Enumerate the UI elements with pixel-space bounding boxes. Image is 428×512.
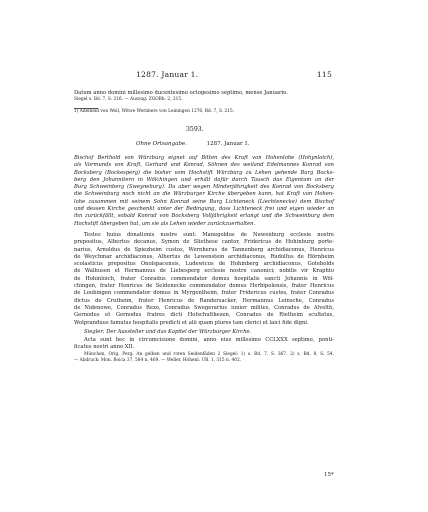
previous-document-end <box>74 90 334 103</box>
regest-line: Bocksberg (Bockesperg) die bisher vom Hochstift Würzburg zu Lehen gehende Burg Bocks- <box>74 169 334 176</box>
running-header <box>136 70 332 79</box>
place: Ohne Ortsangabe. <box>136 141 187 147</box>
regest-line: und dessen Kirche geschenkt unter der Bedingung, dass Lichteneck frei und eigen wieder an <box>74 206 334 213</box>
witness-line: Testes huius donationis nostre sunt: Manegoldus de Nuwenburg ecclesie nostre <box>84 232 334 238</box>
witness-line: de Nidenowe, Conradus Rezo, Conradus Swegerarius iunior milites, Conradus de Alvelth, <box>74 304 334 311</box>
dating-line: Acta sunt hec in circumcisione domini, anno eius millesimo CCLXXX septimo, ponti- <box>84 337 334 343</box>
witness-line: Gernodus et Gernodus fratres dicti Hofschulthezen, Conradus de Rietheim scultetus, <box>74 312 334 319</box>
witness-line: de Loubingen commendator domus in Myrgentheim, frater Fridericus custos, frater Conradus <box>74 290 334 297</box>
regest-line: berg den Johannitern in Wölchingen und erhält dafür durch Tausch das Eigentum an der <box>74 176 334 183</box>
regest-line: als Vormunds von Kraft, Gerhard und Konrad, Söhnen des weiland Edelmannes Konrad von <box>74 162 334 169</box>
witness-line: prepositus, Albertus decanus, Symon de Sliethese cantor, Fridericus de Hohinburg porte- <box>74 239 334 246</box>
place-date-line <box>136 141 250 147</box>
dating-line: Datum anno domini millesimo ducentesimo octogesimo septimo, mense Januario. <box>74 90 288 96</box>
regest-line: Hochstift übergeben hat, um sie als Lehen wieder zurückzuerhalten. <box>74 220 256 227</box>
seal-note: Siegel s. Bd. 7, S. 216. — Auszug: ZGORh. 2, 215. <box>74 97 183 103</box>
sealers-line: Siegler: Der Aussteller und das Kapitel der Würzburger Kirche. <box>84 329 252 335</box>
regest <box>74 155 334 228</box>
document-date: 1287. Januar 1. <box>206 141 250 147</box>
source-note: — Abdruck: Mon. Boica 37, 584 n. 469. — Weller, Hohenl. UB. 1, 315 n. 402. <box>74 358 242 364</box>
header-date: 1287. Januar 1. <box>136 70 199 79</box>
witness-line: de Hohinloich, frater Conradus commendator domus hospitalis sancti Johannis in Wöl- <box>74 275 334 282</box>
source-note: München, Orig. Perg. An gelben und roten Seidenfäden 2 Siegel: 1) s. Bd. 7, S. 367. 2) s. Bd. 8, S. 54. <box>84 352 334 357</box>
previous-footnote <box>74 109 334 115</box>
footnote: 1) Adelheid von Weil, Witwe Wernhers von Leiningen 1276, Bd. 7, S. 215. <box>74 109 235 114</box>
witness-line: de Weychmar archidiaconus, Albertus de Lewenstein archidiaconus, Rudolfus de Hörnheim <box>74 253 334 260</box>
regest-line: Bischof Berthold von Würzburg eignet auf Bitten des Kraft von Hohenlohe (Hohynloich), <box>74 155 334 161</box>
witness-line: narius, Arnoldus de Spiezheim custos, Wernherus de Tannenberg archidiaconus, Henricus <box>74 246 334 253</box>
regest-line: die Schweinburg noch nicht an die Würzburger Kirche übergeben kann, hat Kraft von Hohen- <box>74 191 334 198</box>
witness-line: Wolpranduus famulus hospitalis predicti et alii quam plures tam clerici et laici fide digni. <box>74 319 309 326</box>
witness-list <box>74 232 334 327</box>
document-number: 3593. <box>186 126 204 133</box>
signature-mark: 15* <box>324 472 334 478</box>
sealers <box>74 329 334 336</box>
regest-line: lohe zusammen mit seinem Sohn Konrad seine Burg Lichteneck (Liechtenecke) dem Bischof <box>74 198 334 205</box>
dating-clause <box>74 337 334 352</box>
witness-line: chingen, frater Henricus de Seldenecke commendator domus Herbipolensis, frater Henricus <box>74 283 334 290</box>
witness-line: scolasticus prepositus Onolspacensis, Ludewicus de Hohinberg archidiaconus, Gotebolds <box>74 261 334 268</box>
regest-line: Burg Schweinberg (Sweyneburg). Da aber wegen Minderjährigkeit des Konrad von Bocksberg <box>74 184 334 191</box>
page-number: 115 <box>316 70 332 79</box>
witness-line: de Walhusen et Hermannus de Liebesperg ecclesie nostre canonici; nobilis vir Kraphto <box>74 268 334 275</box>
source-notes <box>74 352 334 364</box>
witness-line: dictus de Crutheim, frater Henricus de Randersacker, Hermannus Leinsche, Conradus <box>74 297 334 304</box>
regest-line: ihn zurückfällt, sobald Konrad von Bocksberg Volljährigkeit erlangt und die Schweinburg dem <box>74 213 334 220</box>
dating-line: ficatus nostri anno XII. <box>74 344 135 351</box>
